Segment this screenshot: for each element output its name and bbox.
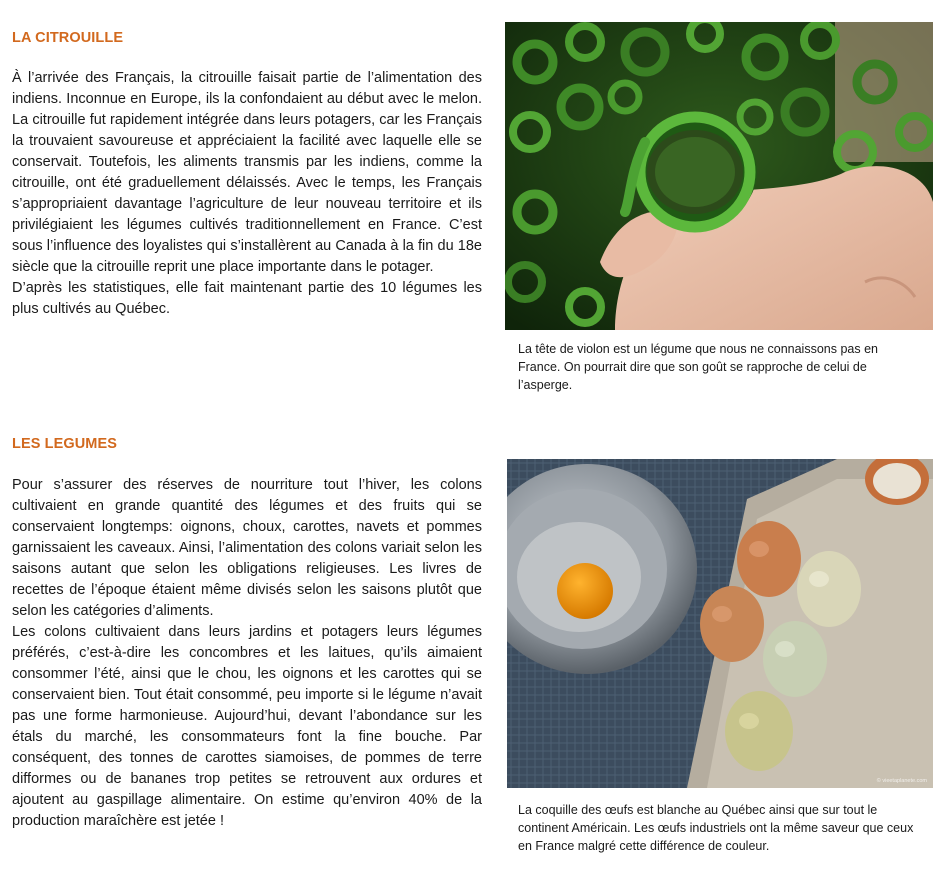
paragraph: D’après les statistiques, elle fait maintenant partie des 10 légumes les plus cultivés au Québec. bbox=[12, 280, 482, 317]
fiddlehead-photo bbox=[505, 22, 933, 330]
photo-credit: © vieetaplanete.com bbox=[876, 778, 927, 784]
paragraph: Les colons cultivaient dans leurs jardins et potagers leurs légumes préférés, c’est-à-dire les concombres et les laitues, qu’ils aimaient consommer l’été, ainsi que le chou, les oignons et les carottes qui se conservaient bien. Tout était consommé, peu importe si le légume n’avait pas une forme harmonieuse. Aujourd’hui, devant l’abondance sur les étals du marché, les consommateurs font la fine bouche. Par conséquent, des tonnes de carottes siamoises, de pommes de terre difformes ou de bananes trop petites se retrouvent aux ordures et ajoutent au gaspillage alimentaire. On estime qu’environ 40% de la production maraîchère est jetée ! bbox=[12, 624, 482, 829]
section-body-legumes bbox=[12, 475, 482, 832]
paragraph: Pour s’assurer des réserves de nourriture tout l’hiver, les colons cultivaient en grande quantité des légumes et des fruits qui se conservaient longtemps: oignons, choux, carottes, navets et pommes garnissaient les caveaux. Ainsi, l’alimentation des colons variait selon les saisons autant que selon les obligations religieuses. Les livres de recettes de l’époque étaient même divisés selon les saisons plutôt que selon les catégories d’aliments. bbox=[12, 477, 482, 619]
paragraph: À l’arrivée des Français, la citrouille faisait partie de l’alimentation des indiens. Inconnue en Europe, ils la confondaient au début avec le melon. La citrouille fut rapidement intégrée dans leurs potagers, car les Français la trouvaient savoureuse et appréciaient la facilité avec laquelle elle se conservait. Toutefois, les aliments transmis par les indiens, comme la citrouille, ont été graduellement délaissés. Avec le temps, les Français s’appropriaient davantage l’agriculture de leur nouveau territoire et ils privilégiaient les légumes cultivés traditionnellement en France. C’est sous l’influence des loyalistes qui s’installèrent au Canada à la fin du 18e siècle que la citrouille reprit une place importante dans le potager. bbox=[12, 70, 482, 275]
section-heading-citrouille: LA CITROUILLE bbox=[12, 30, 124, 46]
section-body-citrouille bbox=[12, 68, 482, 320]
photo-caption-fiddlehead: La tête de violon est un légume que nous ne connaissons pas en France. On pourrait dire que son goût se rapproche de celui de l’asperge. bbox=[518, 342, 878, 392]
photo-caption-eggs: La coquille des œufs est blanche au Québec ainsi que sur tout le continent Américain. Les œufs industriels ont la même saveur que ceux en France malgré cette différence de couleur. bbox=[518, 803, 914, 853]
section-heading-legumes: LES LEGUMES bbox=[12, 436, 118, 452]
eggs-photo bbox=[507, 459, 933, 788]
